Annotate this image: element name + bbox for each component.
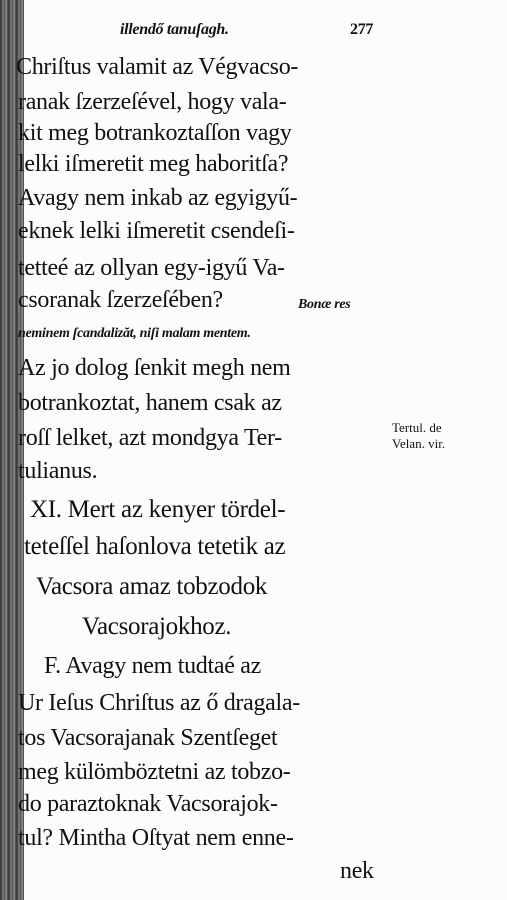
text-line: roſſ lelket, azt mondgya Ter- — [18, 425, 282, 451]
text-line: meg külömböztetni az tobzo- — [18, 759, 291, 785]
text-line: Az jo dolog ſenkit megh nem — [18, 355, 291, 381]
text-line: Chriſtus valamit az Végvacso- — [16, 54, 299, 80]
text-line: F. Avagy nem tudtaé az — [44, 653, 261, 679]
latin-quote-line: neminem ſcandalizăt, niſi malam mentem. — [18, 326, 251, 341]
text-line: do paraztoknak Vacsorajok- — [18, 791, 278, 817]
catchword: nek — [340, 858, 374, 884]
text-line: tetteé az ollyan egy-igyű Va- — [18, 255, 285, 281]
text-line: ranak ſzerzeſével, hogy vala- — [18, 89, 287, 115]
section-heading-line: Vacsorajokhoz. — [82, 613, 232, 640]
text-line: tulianus. — [18, 458, 98, 484]
text-line: Ur Ieſus Chriſtus az ő dragala- — [18, 690, 300, 716]
page-number: 277 — [350, 21, 374, 38]
marginal-note-line: Velan. vir. — [392, 436, 446, 451]
text-line: botrankoztat, hanem csak az — [18, 390, 282, 416]
text-line: tos Vacsorajanak Szentſeget — [18, 725, 278, 751]
text-line: Avagy nem inkab az egyigyű- — [18, 185, 298, 211]
text-line: kit meg botrankoztaſſon vagy — [18, 120, 292, 146]
marginal-note-line: Tertul. de — [392, 420, 442, 435]
section-heading-line: XI. Mert az kenyer tördel- — [30, 496, 286, 523]
latin-note: Bonæ res — [298, 297, 351, 312]
section-heading-line: teteſſel haſonlova tetetik az — [24, 533, 286, 560]
text-line: csoranak ſzerzeſében? — [18, 287, 223, 313]
section-heading-line: Vacsora amaz tobzodok — [36, 573, 268, 600]
text-line: eknek lelki iſmeretit csendeſi- — [18, 218, 295, 244]
text-line: tul? Mintha Oſtyat nem enne- — [18, 825, 294, 851]
text-line: lelki iſmeretit meg haboritſa? — [18, 151, 289, 177]
running-title: illendő tanuſagh. — [120, 21, 229, 38]
